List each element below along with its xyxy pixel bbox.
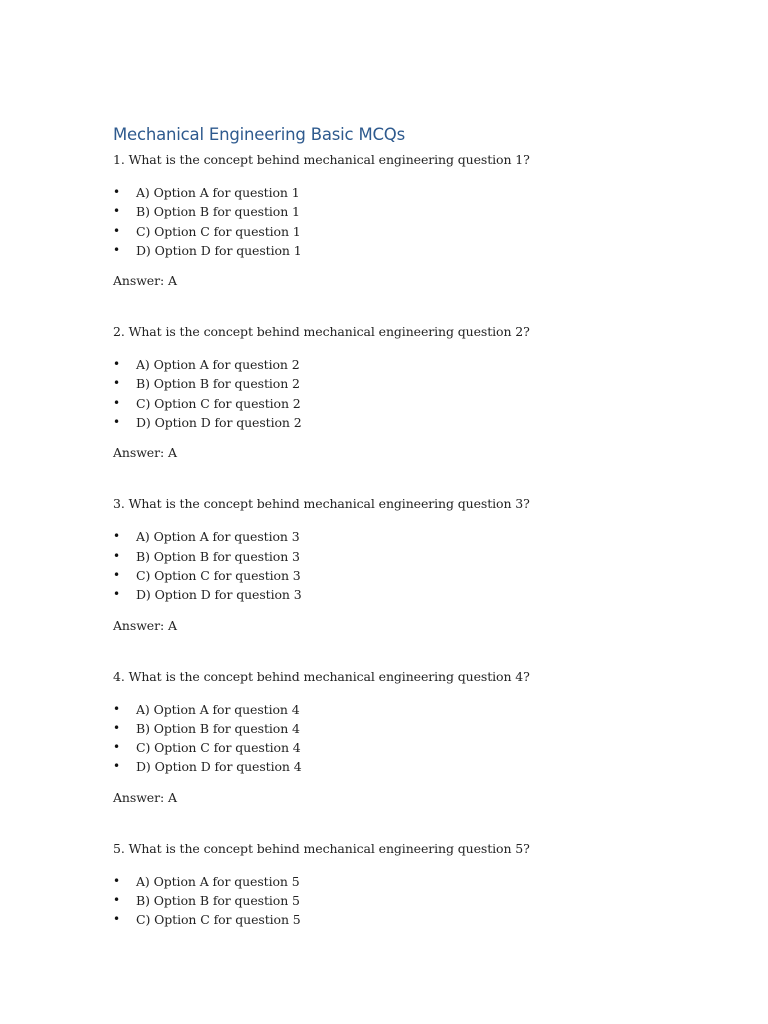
option-label: C) Option C for question 3 [136, 567, 301, 583]
option-label: D) Option D for question 2 [136, 415, 302, 431]
option-item [113, 241, 673, 260]
option-label: D) Option D for question 3 [136, 587, 302, 603]
question-2 [113, 324, 673, 461]
bullet-icon: • [113, 701, 120, 716]
option-item [113, 700, 673, 719]
bullet-icon: • [113, 376, 120, 391]
bullet-icon: • [113, 893, 120, 908]
option-label: C) Option C for question 4 [136, 740, 301, 756]
option-item [113, 585, 673, 604]
option-item [113, 222, 673, 241]
option-item [113, 374, 673, 393]
option-item [113, 527, 673, 546]
option-item [113, 202, 673, 221]
option-item [113, 566, 673, 585]
options-list [113, 183, 673, 260]
bullet-icon: • [113, 873, 120, 888]
option-label: B) Option B for question 1 [136, 204, 300, 220]
bullet-icon: • [113, 740, 120, 755]
option-label: A) Option A for question 4 [136, 701, 300, 717]
option-item [113, 183, 673, 202]
option-label: B) Option B for question 4 [136, 720, 300, 736]
bullet-icon: • [113, 720, 120, 735]
document-title: Mechanical Engineering Basic MCQs [113, 125, 405, 144]
option-item [113, 394, 673, 413]
answer-text: Answer: A [113, 617, 177, 633]
option-item [113, 757, 673, 776]
bullet-icon: • [113, 185, 120, 199]
question-text: 4. What is the concept behind mechanical engineering question 4? [113, 668, 530, 684]
question-4 [113, 669, 673, 806]
option-item [113, 891, 673, 910]
bullet-icon: • [113, 529, 120, 544]
answer-text: Answer: A [113, 789, 177, 805]
options-list [113, 527, 673, 604]
bullet-icon: • [113, 759, 120, 774]
bullet-icon: • [113, 912, 120, 927]
option-item [113, 872, 673, 891]
option-item [113, 910, 673, 929]
option-label: D) Option D for question 1 [136, 242, 302, 258]
option-item [113, 355, 673, 374]
option-label: A) Option A for question 2 [136, 357, 300, 373]
option-label: B) Option B for question 3 [136, 548, 300, 564]
option-item [113, 547, 673, 566]
bullet-icon: • [113, 242, 120, 257]
option-label: B) Option B for question 2 [136, 376, 300, 392]
bullet-icon: • [113, 395, 120, 410]
question-3 [113, 496, 673, 633]
options-list [113, 700, 673, 777]
option-label: C) Option C for question 1 [136, 223, 301, 239]
bullet-icon: • [113, 415, 120, 430]
question-text: 3. What is the concept behind mechanical engineering question 3? [113, 496, 530, 512]
question-text: 1. What is the concept behind mechanical engineering question 1? [113, 152, 530, 167]
option-item [113, 719, 673, 738]
question-5 [113, 841, 673, 930]
bullet-icon: • [113, 204, 120, 219]
answer-text: Answer: A [113, 445, 177, 461]
bullet-icon: • [113, 357, 120, 372]
option-label: B) Option B for question 5 [136, 893, 300, 909]
question-1 [113, 152, 673, 289]
bullet-icon: • [113, 548, 120, 563]
options-list [113, 872, 673, 930]
bullet-icon: • [113, 567, 120, 582]
options-list [113, 355, 673, 432]
option-label: D) Option D for question 4 [136, 759, 302, 775]
option-label: C) Option C for question 2 [136, 395, 301, 411]
option-label: C) Option C for question 5 [136, 912, 301, 928]
option-label: A) Option A for question 1 [136, 185, 300, 200]
option-label: A) Option A for question 5 [136, 873, 300, 889]
option-item [113, 413, 673, 432]
bullet-icon: • [113, 223, 120, 238]
bullet-icon: • [113, 587, 120, 602]
answer-text: Answer: A [113, 273, 177, 289]
option-item [113, 738, 673, 757]
document-page [113, 124, 673, 930]
question-text: 5. What is the concept behind mechanical engineering question 5? [113, 840, 530, 856]
option-label: A) Option A for question 3 [136, 529, 300, 545]
question-text: 2. What is the concept behind mechanical engineering question 2? [113, 324, 530, 340]
